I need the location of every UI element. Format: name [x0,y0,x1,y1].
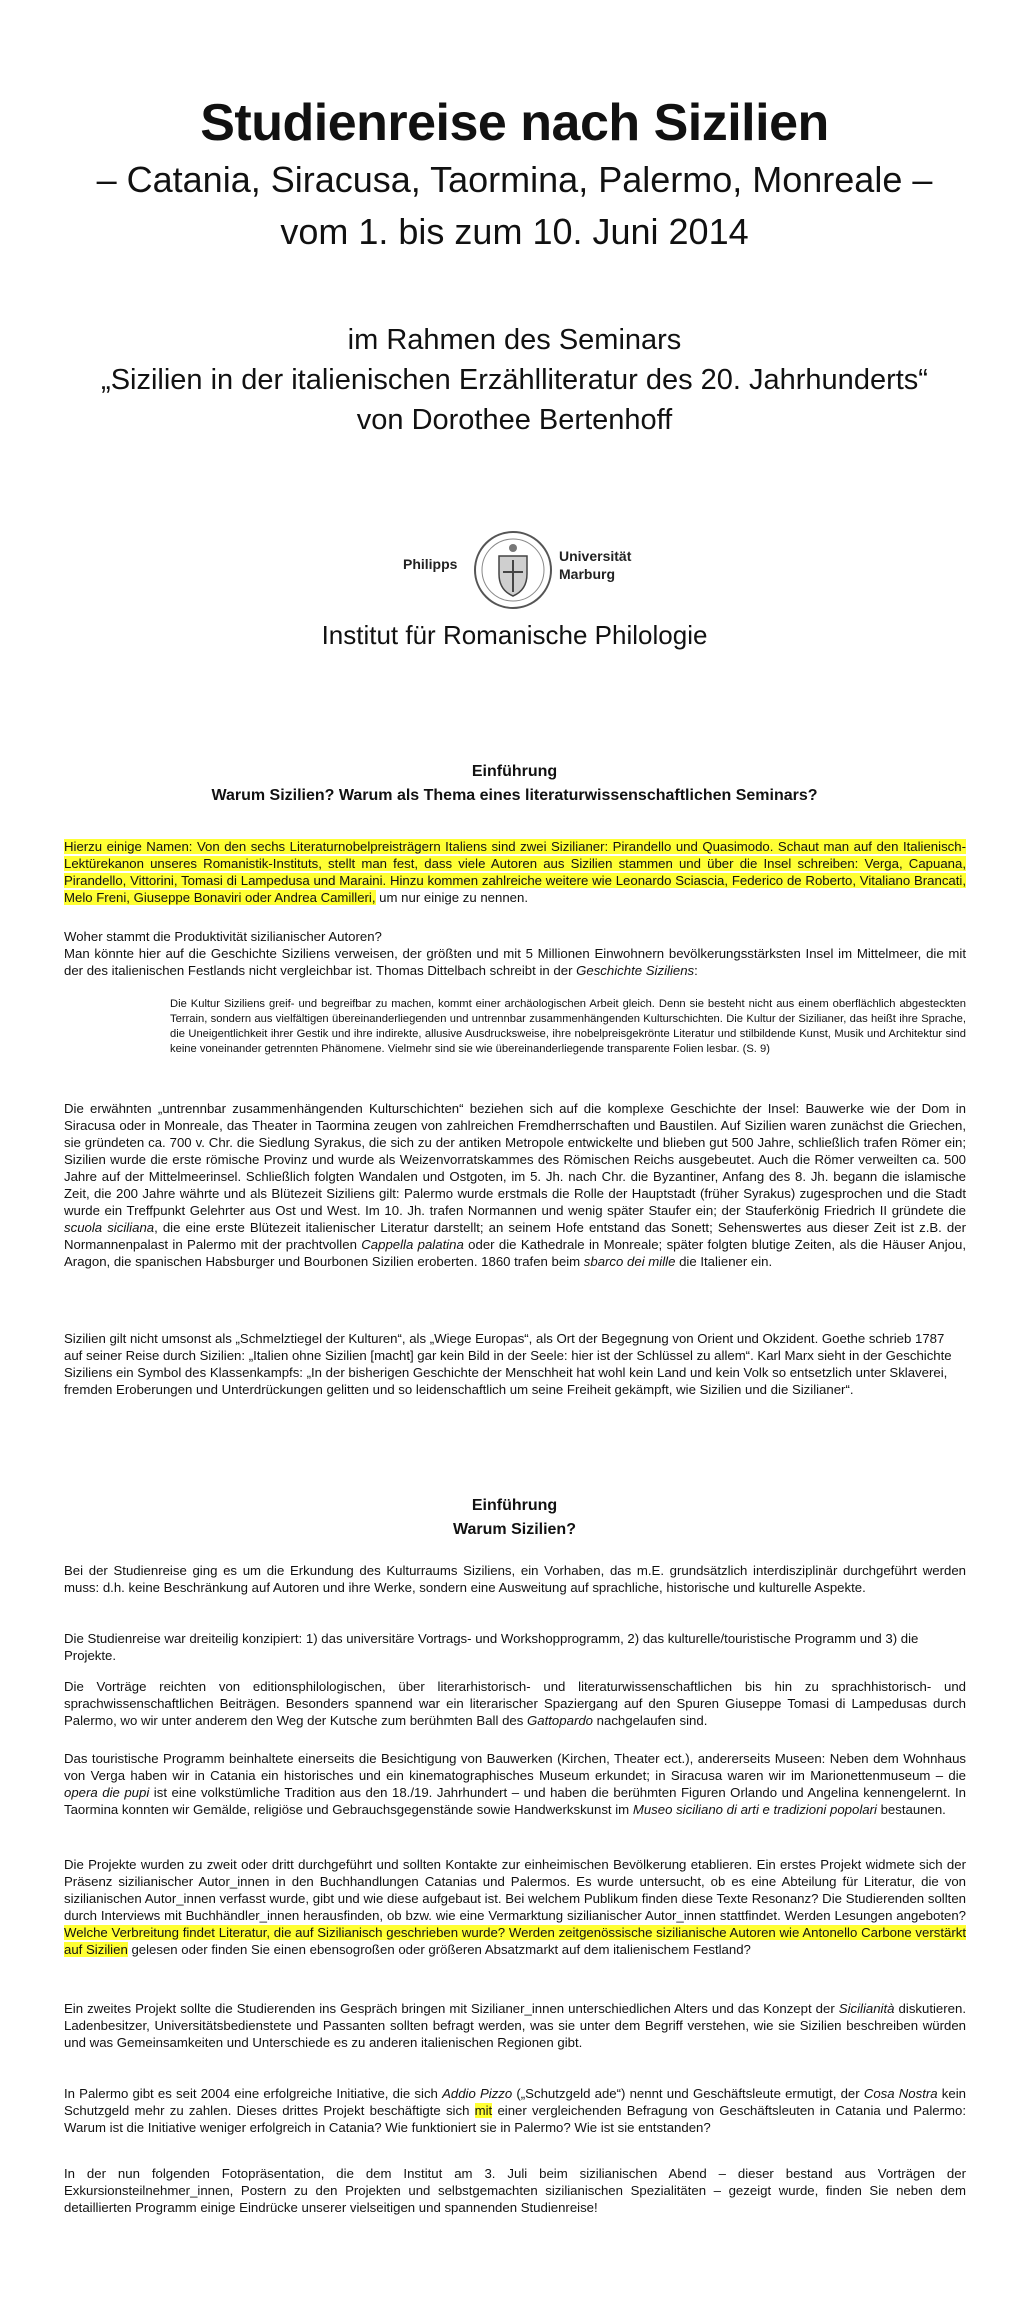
paragraph-text: In Palermo gibt es seit 2004 eine erfolgreiche Initiative, die sich [64,2086,443,2101]
section2-paragraph-5 [64,1856,966,1958]
seminar-line-2: „Sizilien in der italienischen Erzählliteratur des 20. Jahrhunderts“ [101,364,928,396]
paragraph-text: Die Studienreise war dreiteilig konzipiert: 1) das universitäre Vortrags- und Workshopprogramm, 2) das kulturelle/touristische Programm und 3) die Projekte. [64,1631,919,1663]
paragraph-text: Bei der Studienreise ging es um die Erkundung des Kulturraums Siziliens, ein Vorhaben, das m.E. grundsätzlich interdisziplinär durchgeführt werden muss: d.h. keine Beschränkung auf Autoren und ihre Werke, sondern eine Ausweitung auf sprachliche, historische und kulturelle Aspekte. [64,1563,966,1595]
paragraph-text: Die Projekte wurden zu zweit oder dritt durchgeführt und sollten Kontakte zur einheimischen Bevölkerung etablieren. Ein erstes Projekt widmete sich der Präsenz sizilianischer Autor_innen in den Buchhandlungen Catanias und Palermos. Es wurde untersucht, ob es eine Abteilung für Literatur, die von sizilianischen Autor_innen verfasst wurde, gibt und wie diese aufgebaut ist. Bei welchem Publikum finden diese Texte Resonanz? Die Studierenden sollten durch Interviews mit Buchhändler_innen herausfinden, ob bzw. wie eine Vermarktung sizilianischer Autor_innen stattfindet. Werden Lesungen angeboten? [64,1857,966,1923]
section2-paragraph-1 [64,1562,966,1596]
italic-term: opera die pupi [64,1785,150,1800]
paragraph-text: ist eine volkstümliche Tradition aus den 18./19. Jahrhundert – und haben die berühmten Figuren Orlando und Angelina kennengelernt. In Taormina konnten wir Gemälde, religiöse und Gebrauchsgegenstände sowie Handwerkskunst im [64,1785,966,1817]
section2-heading [0,1494,1029,1542]
subtitle-places: – Catania, Siracusa, Taormina, Palermo, Monreale – [96,159,933,200]
section2-paragraph-3 [64,1678,966,1729]
paragraph-text: nachgelaufen sind. [593,1713,708,1728]
quote-text: Die Kultur Siziliens greif- und begreifbar zu machen, kommt einer archäologischen Arbeit gleich. Denn sie besteht nicht aus einem oberflächlich abgesteckten Terrain, sondern aus vielfältigen übereinanderliegenden und untrennbar zusammenhängenden Kulturschichten. Die Kultur der Sizilianer, das heißt ihre Sprache, die Uneigentlichkeit ihrer Gestik und ihre indirekte, allusive Ausdrucksweise, ihre nobelpreisgekrönte Literatur und stilbildende Kunst, Musik und Architektur sind keine voneinander getrennten Phänomene. Vielmehr sind sie wie übereinanderliegende transparente Folien lesbar. (S. 9) [170,998,966,1055]
paragraph-text: Sizilien gilt nicht umsonst als „Schmelztiegel der Kulturen“, als „Wiege Europas“, als Ort der Begegnung von Orient und Okzident. Goethe schrieb 1787 auf seiner Reise durch Sizilien: „Italien ohne Sizilien [macht] gar kein Bild in der Seele: hier ist der Schlüssel zu allem“. Karl Marx sieht in der Geschichte Siziliens ein Symbol des Klassenkampfs: „In der bisherigen Geschichte der Menschheit hat wohl kein Land und kein Volk so entsetzlich unter Sklaverei, fremden Eroberungen und Unterdrückungen gelitten und so leidenschaftlich um seine Freiheit gekämpft, wie Sizilien und die Sizilianer“. [64,1331,952,1397]
paragraph-text: oder die Kathedrale in Monreale; später folgten blutige Zeiten, als die Häuser Anjou, Aragon, die spanischen Habsburger und Bourbonen Sizilien eroberten. 1860 trafen beim [64,1237,966,1269]
paragraph-text: Die Vorträge reichten von editionsphilologischen, über literarhistorisch- und literaturwissenschaftlichen bis hin zu sprachhistorisch- und sprachwissenschaftlichen Beiträgen. Besonders spannend war ein literarischer Spaziergang auf den Spuren Giuseppe Tomasi di Lampedusas durch Palermo, wo wir unter anderem den Weg der Kutsche zum berühmten Ball des [64,1679,966,1728]
paragraph-text: kein Schutzgeld mehr zu zahlen. Dieses drittes Projekt beschäftigte sich [64,2086,966,2118]
italic-term: Cosa Nostra [863,2086,938,2101]
italic-term: Cappella palatina [361,1237,464,1252]
italic-term: Museo siciliano di arti e tradizioni popolari [632,1802,877,1817]
paragraph-text: gelesen oder finden Sie einen ebensogroßen oder größeren Absatzmarkt auf dem italienischem Festland? [127,1942,751,1957]
section1-paragraph-1 [64,838,966,906]
italic-term: sbarco dei mille [583,1254,676,1269]
paragraph-text: : [694,963,698,978]
section2-heading-2: Warum Sizilien? [453,1521,576,1538]
italic-term: Gattopardo [527,1713,593,1728]
italic-term: Sicilianità [838,2001,895,2016]
seminar-line-1: im Rahmen des Seminars [347,324,682,356]
book-title: Geschichte Siziliens [576,963,695,978]
logo-text-right-top: Universität [559,548,632,564]
institute-name: Institut für Romanische Philologie [321,620,708,650]
section1-paragraph-2 [64,928,966,979]
seminar-info [0,320,1029,440]
paragraph-question: Woher stammt die Produktivität sizilianischer Autoren? [64,929,382,944]
italic-term: scuola siciliana [64,1220,155,1235]
paragraph-text: Ein zweites Projekt sollte die Studierenden ins Gespräch bringen mit Sizilianer_innen unterschiedlichen Alters und das Konzept der [64,2001,839,2016]
paragraph-text: diskutieren. Ladenbesitzer, Universitätsbedienstete und Passanten sollten befragt werden, was sie unter dem Begriff verstehen, wie sie Sizilien beschreiben würden und was Gemeinsamkeiten und Unterschiede es zu anderen italienischen Regionen gibt. [64,2001,966,2050]
title-block [0,92,1029,258]
section2-paragraph-4 [64,1750,966,1818]
subtitle-dates: vom 1. bis zum 10. Juni 2014 [280,211,749,252]
highlighted-text: Welche Verbreitung findet Literatur, die auf Sizilianisch geschrieben wurde? Werden zeitgenössische sizilianische Autoren wie Antonello Carbone verstärkt auf Sizilien [64,1925,966,1957]
section1-heading-2: Warum Sizilien? Warum als Thema eines literaturwissenschaftlichen Seminars? [211,787,818,804]
section1-heading-1: Einführung [471,763,558,780]
university-logo [403,528,632,612]
highlighted-text: Hierzu einige Namen: Von den sechs Literaturnobelpreisträgern Italiens sind zwei Sizilianer: Pirandello und Quasimodo. Schaut man auf den Italienisch-Lektürekanon unseres Romanistik-Instituts, stellt man fest, dass viele Autoren aus Sizilien stammen und über die Insel schreiben: Verga, Capuana, Pirandello, Vittorini, Tomasi di Lampedusa und Maraini. Hinzu kommen zahlreiche weitere wie Leonardo Sciascia, Federico de Roberto, Vitaliano Brancati, Melo Freni, Giuseppe Bonaviri oder Andrea Camilleri, [64,839,966,905]
paragraph-text: In der nun folgenden Fotopräsentation, die dem Institut am 3. Juli beim sizilianischen Abend – dieser bestand aus Vorträgen der Exkursionsteilnehmer_innen, Postern zu den Projekten und selbstgemachten sizilianischen Spezialitäten – gezeigt wurde, finden Sie neben dem detaillierten Programm einige Eindrücke unserer vielseitigen und spannenden Studienreise! [64,2166,966,2215]
paragraph-text: Man könnte hier auf die Geschichte Siziliens verweisen, der größten und mit 5 Millionen Einwohnern bevölkerungsstärksten Insel im Mittelmeer, die mit der des italienischen Festlands nicht vergleichbar ist. Thomas Dittelbach schreibt in der [64,946,966,978]
section2-paragraph-6 [64,2000,966,2051]
section2-paragraph-2 [64,1630,966,1664]
paragraph-tail: um nur einige zu nennen. [375,890,529,905]
seminar-line-3: von Dorothee Bertenhoff [356,404,673,436]
section1-heading [0,760,1029,808]
highlighted-text: mit [474,2103,493,2118]
paragraph-text: („Schutzgeld ade“) nennt und Geschäftsleute ermutigt, der [512,2086,864,2101]
paragraph-text: einer vergleichenden Befragung von Geschäftsleuten in Catania und Palermo: Warum ist die Initiative weniger erfolgreich in Catania? Wie funktioniert sie in Palermo? Wie ist sie entstanden? [64,2103,966,2135]
section2-paragraph-8 [64,2165,966,2216]
paragraph-text: die Italiener ein. [675,1254,773,1269]
section1-paragraph-3 [64,1100,966,1270]
section2-paragraph-7 [64,2085,966,2136]
paragraph-text: bestaunen. [876,1802,946,1817]
paragraph-text: Das touristische Programm beinhaltete einerseits die Besichtigung von Bauwerken (Kirchen, Theater ect.), andererseits Museen: Neben dem Wohnhaus von Verga haben wir in Catania ein historisches und ein kinematographisches Museum erkundet; in Siracusa waren wir im Marionettenmuseum – die [64,1751,966,1783]
paragraph-text: Die erwähnten „untrennbar zusammenhängenden Kulturschichten“ beziehen sich auf die komplexe Geschichte der Insel: Bauwerke wie der Dom in Siracusa oder in Monreale, das Theater in Taormina zeugen von zahlreichen Fremdherrschaften und Baustilen. Auf Sizilien waren zunächst die Griechen, sie gründeten ca. 700 v. Chr. die Siedlung Syrakus, die sich zu der antiken Metropole entwickelte und blieben gut 500 Jahre, schließlich trafen Römer ein; Sizilien wurde die erste römische Provinz und wurde als Weizenvorratskammes des Römischen Reichs ausgebeutet. Auch die Römer verweilten ca. 500 Jahre auf der Mittelmeerinsel. Schließlich folgten Wandalen und Ostgoten, im 5. Jh. nach Chr. die Byzantiner, Anfang des 8. Jh. begann die islamische Zeit, die 200 Jahre währte und als Blütezeit Siziliens gilt: Palermo wurde erstmals die Rolle der Hauptstadt (früher Syrakus) zugesprochen und die Stadt wurde ein Treffpunkt Gelehrter aus Ost und West. Im 10. Jh. trafen Normannen und wenig später Staufer ein; der Stauferkönig Friedrich II gründete die [64,1101,966,1218]
section2-heading-1: Einführung [471,1497,558,1514]
section1-paragraph-4 [64,1330,966,1398]
block-quote [170,997,966,1057]
paragraph-text: , die eine erste Blütezeit italienischer Literatur darstellt; an seinem Hofe entstand das Sonett; Sehenswertes aus dieser Zeit ist z.B. der Normannenpalast in Palermo mit der prachtvollen [64,1220,966,1252]
university-seal-icon [473,528,553,612]
logo-text-right-bottom: Marburg [559,566,615,582]
page-title: Studienreise nach Sizilien [200,94,829,152]
italic-term: Addio Pizzo [442,2086,513,2101]
logo-text-left: Philipps [403,556,458,572]
